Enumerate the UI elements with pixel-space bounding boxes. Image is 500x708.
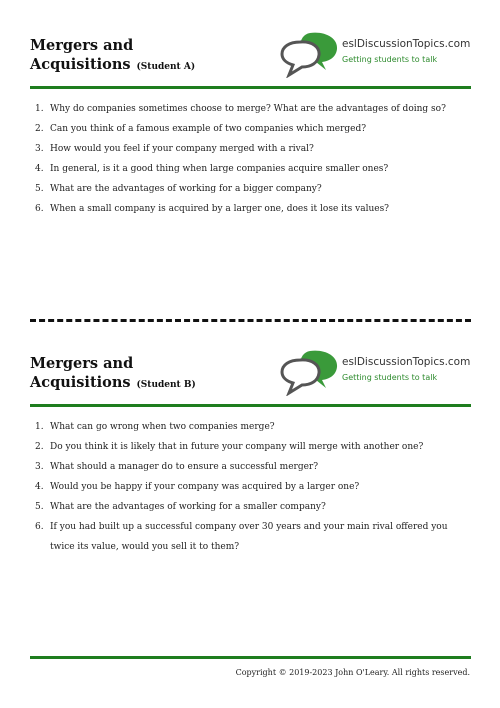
copyright-notice: Copyright © 2019-2023 John O'Leary. All rights reserved. [235, 668, 470, 677]
title-line-1: Mergers and [30, 355, 134, 372]
question-list [30, 99, 471, 219]
question-item: 4. In general, is it a good thing when large companies acquire smaller ones? [35, 164, 389, 174]
question-item: 6. If you had built up a successful company over 30 years and your main rival offered you twice its value, would you sell it to them? [35, 522, 448, 552]
speech-bubbles-icon [280, 348, 340, 396]
question-item: 3. How would you feel if your company merged with a rival? [35, 144, 314, 154]
site-logo [280, 348, 471, 398]
title-line-2: Acquisitions [30, 374, 131, 391]
worksheet-title [30, 36, 195, 77]
logo-tagline: Getting students to talk [342, 373, 438, 382]
logo-site-name: eslDiscussionTopics.com [342, 356, 471, 368]
header-divider [30, 404, 471, 407]
cut-line [30, 319, 471, 322]
header-divider [30, 86, 471, 89]
question-item: 3. What should a manager do to ensure a successful merger? [35, 462, 319, 472]
site-logo [280, 30, 471, 80]
question-item: 5. What are the advantages of working for a smaller company? [35, 502, 326, 512]
question-item: 6. When a small company is acquired by a larger one, does it lose its values? [35, 204, 390, 214]
section-header [30, 30, 471, 86]
student-label: (Student B) [136, 380, 196, 390]
title-line-2: Acquisitions [30, 56, 131, 73]
question-item: 2. Do you think it is likely that in future your company will merge with another one? [35, 442, 424, 452]
worksheet-section-student-a [30, 30, 471, 219]
worksheet-section-student-b [30, 348, 471, 557]
student-label: (Student A) [136, 62, 196, 72]
question-item: 2. Can you think of a famous example of two companies which merged? [35, 124, 367, 134]
question-item: 5. What are the advantages of working for a bigger company? [35, 184, 322, 194]
question-item: 1. Why do companies sometimes choose to merge? What are the advantages of doing so? [35, 104, 446, 114]
section-header [30, 348, 471, 404]
question-list [30, 417, 471, 557]
title-line-1: Mergers and [30, 37, 134, 54]
speech-bubbles-icon [280, 30, 340, 78]
logo-site-name: eslDiscussionTopics.com [342, 38, 471, 50]
worksheet-title [30, 354, 196, 395]
logo-tagline: Getting students to talk [342, 55, 438, 64]
footer-divider [30, 656, 471, 659]
question-item: 4. Would you be happy if your company was acquired by a larger one? [35, 482, 360, 492]
question-item: 1. What can go wrong when two companies merge? [35, 422, 275, 432]
